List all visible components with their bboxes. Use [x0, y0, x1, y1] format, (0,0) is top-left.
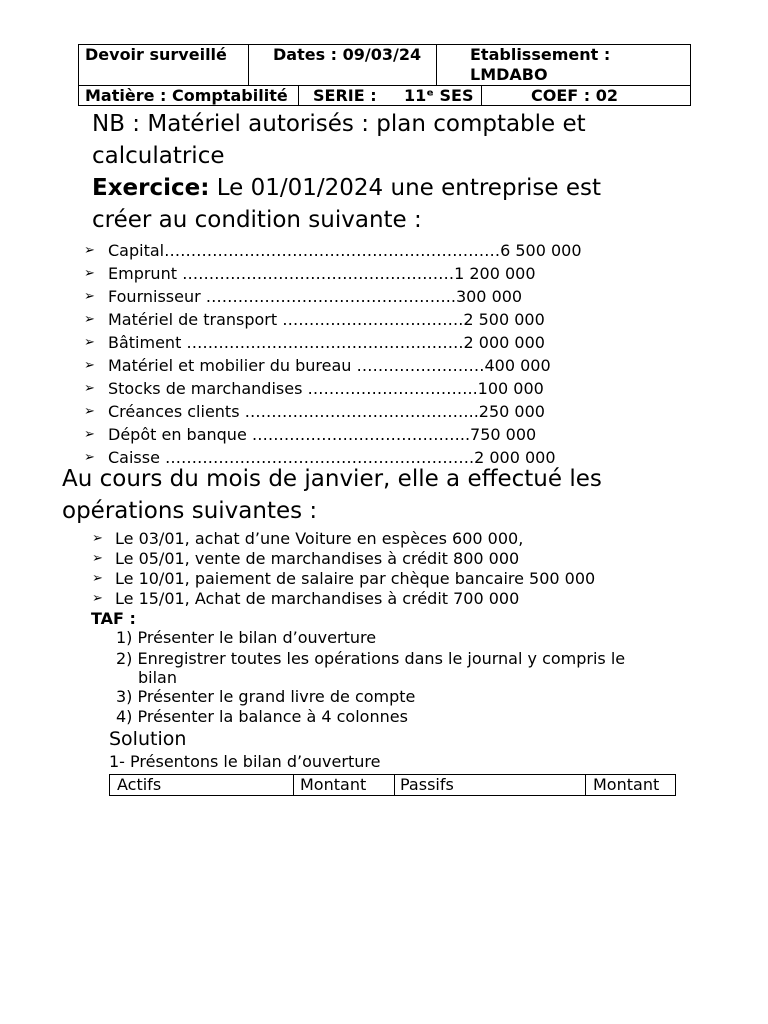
item-text: Dépôt en banque …………………………………..750 000: [108, 425, 537, 444]
intro-line-2: opérations suivantes :: [62, 498, 318, 524]
item-text: Matériel de transport …………………………….2 500 000: [108, 310, 545, 329]
column-header-montant: Montant: [300, 775, 367, 794]
serie-label: SERIE :: [313, 86, 377, 105]
solution-title: Solution: [109, 728, 187, 750]
solution-subtitle: 1- Présentons le bilan d’ouverture: [109, 752, 381, 771]
etablissement-value: LMDABO: [470, 65, 548, 84]
operation-text: Le 10/01, paiement de salaire par chèque bancaire 500 000: [115, 569, 596, 588]
matiere-label: Matière : Comptabilité: [85, 86, 288, 105]
table-col-divider: [394, 775, 395, 795]
arrow-bullet-icon: ➢: [92, 591, 103, 606]
operation-text: Le 15/01, Achat de marchandises à crédit 700 000: [115, 589, 520, 608]
etablissement-label: Etablissement :: [470, 45, 611, 64]
header-col-divider: [436, 44, 437, 85]
taf-task: 3) Présenter le grand livre de compte: [116, 687, 416, 706]
arrow-bullet-icon: ➢: [92, 531, 103, 546]
header-col-divider: [298, 85, 299, 106]
item-text: Fournisseur ………………………………………..300 000: [108, 287, 523, 306]
taf-task: 1) Présenter le bilan d’ouverture: [116, 628, 377, 647]
column-header-actifs: Actifs: [117, 775, 162, 794]
intro-line-1: Au cours du mois de janvier, elle a effectué les: [62, 466, 602, 492]
dates-label: Dates : 09/03/24: [273, 45, 422, 64]
exercice-line-2: créer au condition suivante :: [92, 207, 422, 233]
table-col-divider: [293, 775, 294, 795]
arrow-bullet-icon: ➢: [84, 266, 95, 281]
arrow-bullet-icon: ➢: [84, 381, 95, 396]
item-text: Emprunt ……………………………………………1 200 000: [108, 264, 536, 283]
header-col-divider: [481, 85, 482, 106]
nb-line-2: calculatrice: [92, 143, 225, 169]
column-header-montant: Montant: [593, 775, 660, 794]
nb-line-1: NB : Matériel autorisés : plan comptable et: [92, 111, 586, 137]
item-text: Bâtiment …………………………………………….2 000 000: [108, 333, 545, 352]
arrow-bullet-icon: ➢: [84, 243, 95, 258]
taf-task: 2) Enregistrer toutes les opérations dans le journal y compris le: [116, 649, 626, 668]
devoir-label: Devoir surveillé: [85, 45, 227, 64]
coef-label: COEF : 02: [531, 86, 619, 105]
arrow-bullet-icon: ➢: [84, 289, 95, 304]
taf-task-continued: bilan: [138, 668, 177, 687]
item-text: Capital………………………………………………………6 500 000: [108, 241, 582, 260]
exercice-line-1: [92, 172, 601, 204]
arrow-bullet-icon: ➢: [84, 358, 95, 373]
table-col-divider: [585, 775, 586, 795]
operation-text: Le 03/01, achat d’une Voiture en espèces 600 000,: [115, 529, 524, 548]
exercice-label: Exercice:: [92, 175, 210, 201]
item-text: Créances clients ……………………………………..250 000: [108, 402, 545, 421]
arrow-bullet-icon: ➢: [84, 404, 95, 419]
item-text: Matériel et mobilier du bureau ……………………400 000: [108, 356, 551, 375]
arrow-bullet-icon: ➢: [84, 427, 95, 442]
header-col-divider: [248, 44, 249, 85]
serie-value: 11ᵉ SES: [404, 86, 474, 105]
arrow-bullet-icon: ➢: [92, 571, 103, 586]
arrow-bullet-icon: ➢: [84, 450, 95, 465]
arrow-bullet-icon: ➢: [84, 335, 95, 350]
taf-label: TAF :: [91, 609, 136, 628]
operation-text: Le 05/01, vente de marchandises à crédit 800 000: [115, 549, 520, 568]
item-text: Caisse ………………………………………………….2 000 000: [108, 448, 556, 467]
taf-task: 4) Présenter la balance à 4 colonnes: [116, 707, 408, 726]
item-text: Stocks de marchandises …………………………..100 000: [108, 379, 544, 398]
bilan-table-header: [109, 774, 676, 796]
arrow-bullet-icon: ➢: [84, 312, 95, 327]
arrow-bullet-icon: ➢: [92, 551, 103, 566]
column-header-passifs: Passifs: [400, 775, 454, 794]
exercice-text: Le 01/01/2024 une entreprise est: [209, 175, 601, 201]
